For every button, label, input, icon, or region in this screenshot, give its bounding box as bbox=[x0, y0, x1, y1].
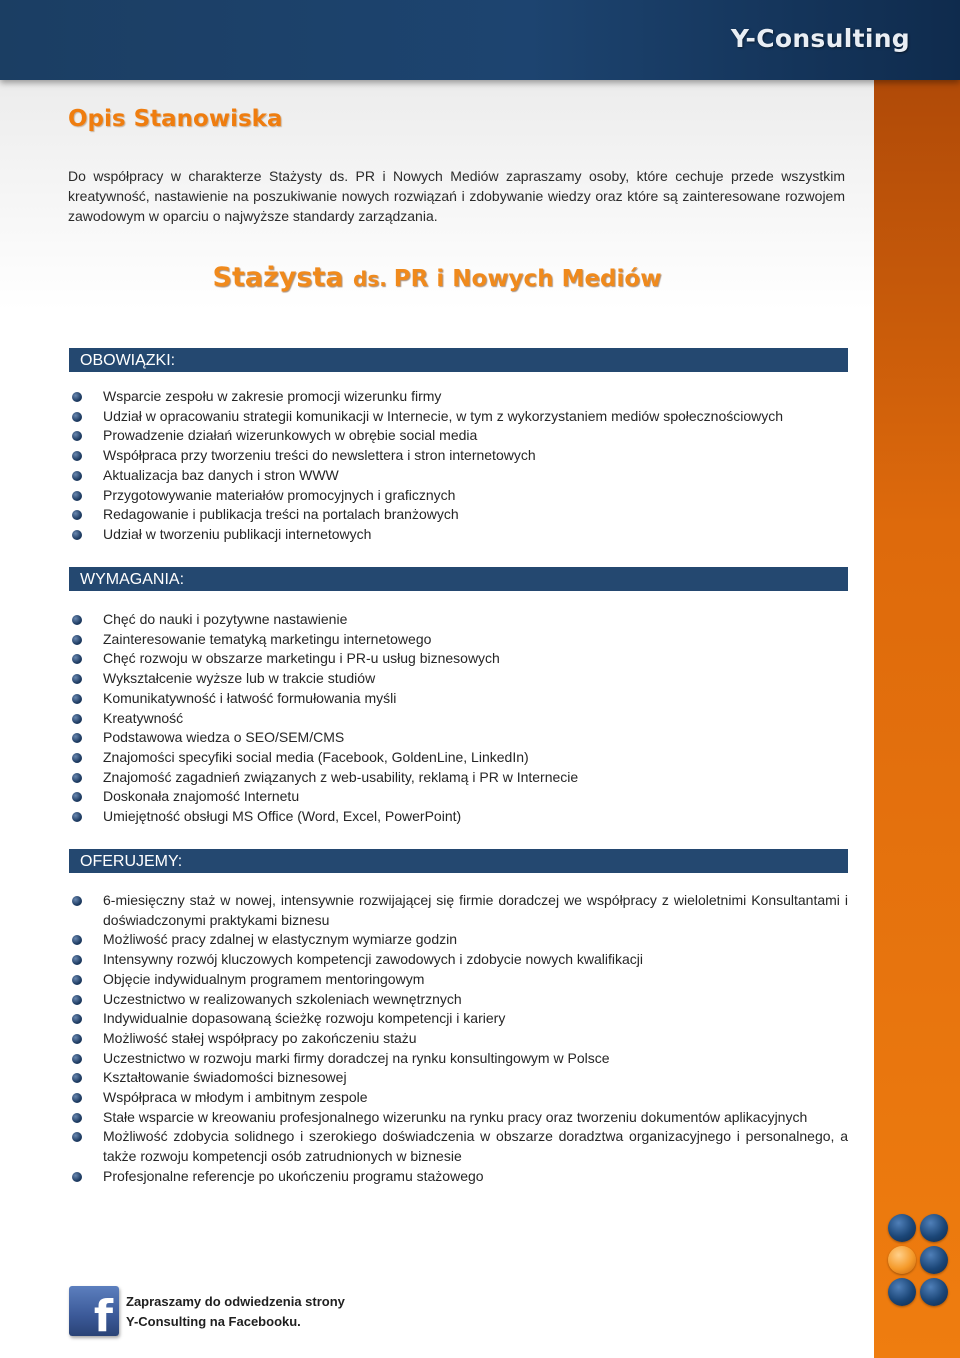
list-item bbox=[72, 950, 848, 970]
list-item-text: Znajomość zagadnień związanych z web-usability, reklamą i PR w Internecie bbox=[103, 768, 579, 785]
bullet-icon bbox=[72, 896, 82, 906]
list-item-text: Profesjonalne referencje po ukończeniu programu stażowego bbox=[103, 1167, 484, 1184]
list-item-text: Redagowanie i publikacja treści na portalach branżowych bbox=[103, 506, 459, 523]
list-item bbox=[72, 387, 848, 407]
bullet-icon bbox=[72, 471, 82, 481]
bullet-icon bbox=[72, 510, 82, 520]
list-item bbox=[72, 407, 848, 427]
list-item bbox=[72, 426, 848, 446]
list-item-text: Kreatywność bbox=[103, 709, 184, 726]
bullet-icon bbox=[72, 1073, 82, 1083]
job-title-part1: Stażysta bbox=[212, 262, 354, 293]
page-header bbox=[0, 0, 960, 80]
list-item bbox=[72, 1088, 848, 1108]
list-item-text: Zainteresowanie tematyką marketingu internetowego bbox=[103, 630, 432, 647]
list-item-text: Udział w tworzeniu publikacji internetowych bbox=[103, 525, 372, 542]
bullet-icon bbox=[72, 1113, 82, 1123]
list-item-text: Prowadzenie działań wizerunkowych w obrębie social media bbox=[103, 427, 478, 444]
list-item bbox=[72, 649, 848, 669]
list-item-text: Możliwość stałej współpracy po zakończeniu stażu bbox=[103, 1029, 417, 1046]
job-title-part3: PR i Nowych Mediów bbox=[393, 266, 662, 292]
intro-paragraph: Do współpracy w charakterze Stażysty ds. PR i Nowych Mediów zapraszamy osoby, które cechuje przede wszystkim kreatywność, nastawienie na poszukiwanie nowych rozwiązań i zdobywanie wiedzy oraz które są zainteresowane rozwojem zawodowym w oparciu o najwyższe standardy zarządzania. bbox=[68, 168, 845, 224]
list-item-text: Kształtowanie świadomości biznesowej bbox=[103, 1069, 347, 1086]
bullet-icon bbox=[72, 975, 82, 985]
bullet-icon bbox=[72, 412, 82, 422]
list-item bbox=[72, 1127, 848, 1166]
section-header-requirements: WYMAGANIA: bbox=[69, 567, 848, 591]
section-header-offer: OFERUJEMY: bbox=[69, 849, 848, 873]
list-item bbox=[72, 1029, 848, 1049]
list-item-text: 6-miesięczny staż w nowej, intensywnie rozwijającej się firmie doradczej we współpracy z wieloletnimi Konsultantami i doświadczonymi praktykami biznesu bbox=[103, 892, 848, 928]
bullet-icon bbox=[72, 1054, 82, 1064]
list-item bbox=[72, 787, 848, 807]
bullet-icon bbox=[72, 451, 82, 461]
bullet-icon bbox=[72, 753, 82, 763]
navy-dot-icon bbox=[920, 1278, 948, 1306]
facebook-icon[interactable] bbox=[69, 1286, 119, 1336]
section-header-duties: OBOWIĄZKI: bbox=[69, 348, 848, 372]
bullet-icon bbox=[72, 1132, 82, 1142]
bullet-icon bbox=[72, 935, 82, 945]
list-item-text: Umiejętność obsługi MS Office (Word, Excel, PowerPoint) bbox=[103, 808, 462, 825]
list-item bbox=[72, 486, 848, 506]
list-item bbox=[72, 610, 848, 630]
list-item bbox=[72, 1108, 848, 1128]
list-item bbox=[72, 748, 848, 768]
bullet-icon bbox=[72, 635, 82, 645]
list-item bbox=[72, 709, 848, 729]
bullet-icon bbox=[72, 1034, 82, 1044]
list-item bbox=[72, 505, 848, 525]
bullet-icon bbox=[72, 733, 82, 743]
offer-list bbox=[72, 891, 848, 1187]
list-item-text: Doskonała znajomość Internetu bbox=[103, 788, 300, 805]
bullet-icon bbox=[72, 773, 82, 783]
bullet-icon bbox=[72, 615, 82, 625]
list-item-text: Aktualizacja baz danych i stron WWW bbox=[103, 466, 339, 483]
list-item-text: Przygotowywanie materiałów promocyjnych i graficznych bbox=[103, 486, 456, 503]
navy-dot-icon bbox=[888, 1278, 916, 1306]
list-item bbox=[72, 807, 848, 827]
bullet-icon bbox=[72, 995, 82, 1005]
facebook-invite bbox=[126, 1292, 345, 1332]
list-item-text: Podstawowa wiedza o SEO/SEM/CMS bbox=[103, 729, 345, 746]
bullet-icon bbox=[72, 491, 82, 501]
bullet-icon bbox=[72, 955, 82, 965]
bullet-icon bbox=[72, 714, 82, 724]
list-item bbox=[72, 689, 848, 709]
orange-dot-icon bbox=[888, 1246, 916, 1274]
list-item bbox=[72, 768, 848, 788]
facebook-invite-line1: Zapraszamy do odwiedzenia strony bbox=[126, 1294, 345, 1309]
bullet-icon bbox=[72, 530, 82, 540]
bullet-icon bbox=[72, 674, 82, 684]
facebook-invite-line2: Y-Consulting na Facebooku. bbox=[126, 1314, 301, 1329]
bullet-icon bbox=[72, 1172, 82, 1182]
list-item bbox=[72, 525, 848, 545]
bullet-icon bbox=[72, 792, 82, 802]
navy-dot-icon bbox=[888, 1214, 916, 1242]
bullet-icon bbox=[72, 812, 82, 822]
list-item-text: Chęć rozwoju w obszarze marketingu i PR-u usług biznesowych bbox=[103, 650, 500, 667]
list-item bbox=[72, 446, 848, 466]
list-item bbox=[72, 891, 848, 930]
list-item-text: Intensywny rozwój kluczowych kompetencji zawodowych i zdobycie nowych kwalifikacji bbox=[103, 951, 643, 968]
list-item bbox=[72, 466, 848, 486]
list-item-text: Wsparcie zespołu w zakresie promocji wizerunku firmy bbox=[103, 388, 442, 404]
brand-logo: Y-Consulting bbox=[730, 24, 910, 53]
facebook-letter: f bbox=[93, 1291, 113, 1336]
list-item bbox=[72, 1068, 848, 1088]
bullet-icon bbox=[72, 694, 82, 704]
list-item-text: Wykształcenie wyższe lub w trakcie studiów bbox=[103, 670, 376, 687]
navy-dot-icon bbox=[920, 1214, 948, 1242]
list-item bbox=[72, 1167, 848, 1187]
requirements-list bbox=[72, 610, 848, 827]
list-item-text: Współpraca przy tworzeniu treści do newslettera i stron internetowych bbox=[103, 447, 536, 464]
bullet-icon bbox=[72, 1014, 82, 1024]
bullet-icon bbox=[72, 431, 82, 441]
list-item bbox=[72, 970, 848, 990]
list-item-text: Chęć do nauki i pozytywne nastawienie bbox=[103, 611, 348, 627]
bullet-icon bbox=[72, 392, 82, 402]
list-item-text: Uczestnictwo w realizowanych szkoleniach wewnętrznych bbox=[103, 990, 462, 1007]
job-title bbox=[0, 262, 874, 293]
list-item bbox=[72, 930, 848, 950]
duties-list bbox=[72, 387, 848, 545]
list-item-text: Możliwość pracy zdalnej w elastycznym wymiarze godzin bbox=[103, 931, 458, 948]
list-item-text: Możliwość zdobycia solidnego i szerokiego doświadczenia w obszarze doradztwa organizacyjnego i personalnego, a także rozwoju kompetencji osób zatrudnionych w biznesie bbox=[103, 1128, 848, 1165]
list-item-text: Udział w opracowaniu strategii komunikacji w Internecie, w tym z wykorzystaniem mediów społecznościowych bbox=[103, 407, 784, 424]
list-item bbox=[72, 990, 848, 1010]
list-item-text: Objęcie indywidualnym programem mentoringowym bbox=[103, 970, 425, 987]
job-title-part2: ds. bbox=[353, 267, 394, 291]
list-item-text: Uczestnictwo w rozwoju marki firmy doradczej na rynku konsultingowym w Polsce bbox=[103, 1049, 610, 1066]
list-item bbox=[72, 1049, 848, 1069]
list-item bbox=[72, 630, 848, 650]
list-item bbox=[72, 669, 848, 689]
list-item-text: Komunikatywność i łatwość formułowania myśli bbox=[103, 689, 397, 706]
list-item bbox=[72, 1009, 848, 1029]
list-item bbox=[72, 728, 848, 748]
navy-dot-icon bbox=[920, 1246, 948, 1274]
decorative-dots bbox=[886, 1212, 952, 1308]
list-item-text: Stałe wsparcie w kreowaniu profesjonalnego wizerunku na rynku pracy oraz tworzeniu dokumentów aplikacyjnych bbox=[103, 1108, 808, 1125]
list-item-text: Znajomości specyfiki social media (Facebook, GoldenLine, LinkedIn) bbox=[103, 748, 529, 765]
orange-sidebar bbox=[874, 80, 960, 1358]
page-title: Opis Stanowiska bbox=[68, 106, 283, 132]
list-item-text: Indywidualnie dopasowaną ścieżkę rozwoju kompetencji i kariery bbox=[103, 1010, 506, 1027]
list-item-text: Współpraca w młodym i ambitnym zespole bbox=[103, 1089, 368, 1106]
bullet-icon bbox=[72, 654, 82, 664]
bullet-icon bbox=[72, 1093, 82, 1103]
